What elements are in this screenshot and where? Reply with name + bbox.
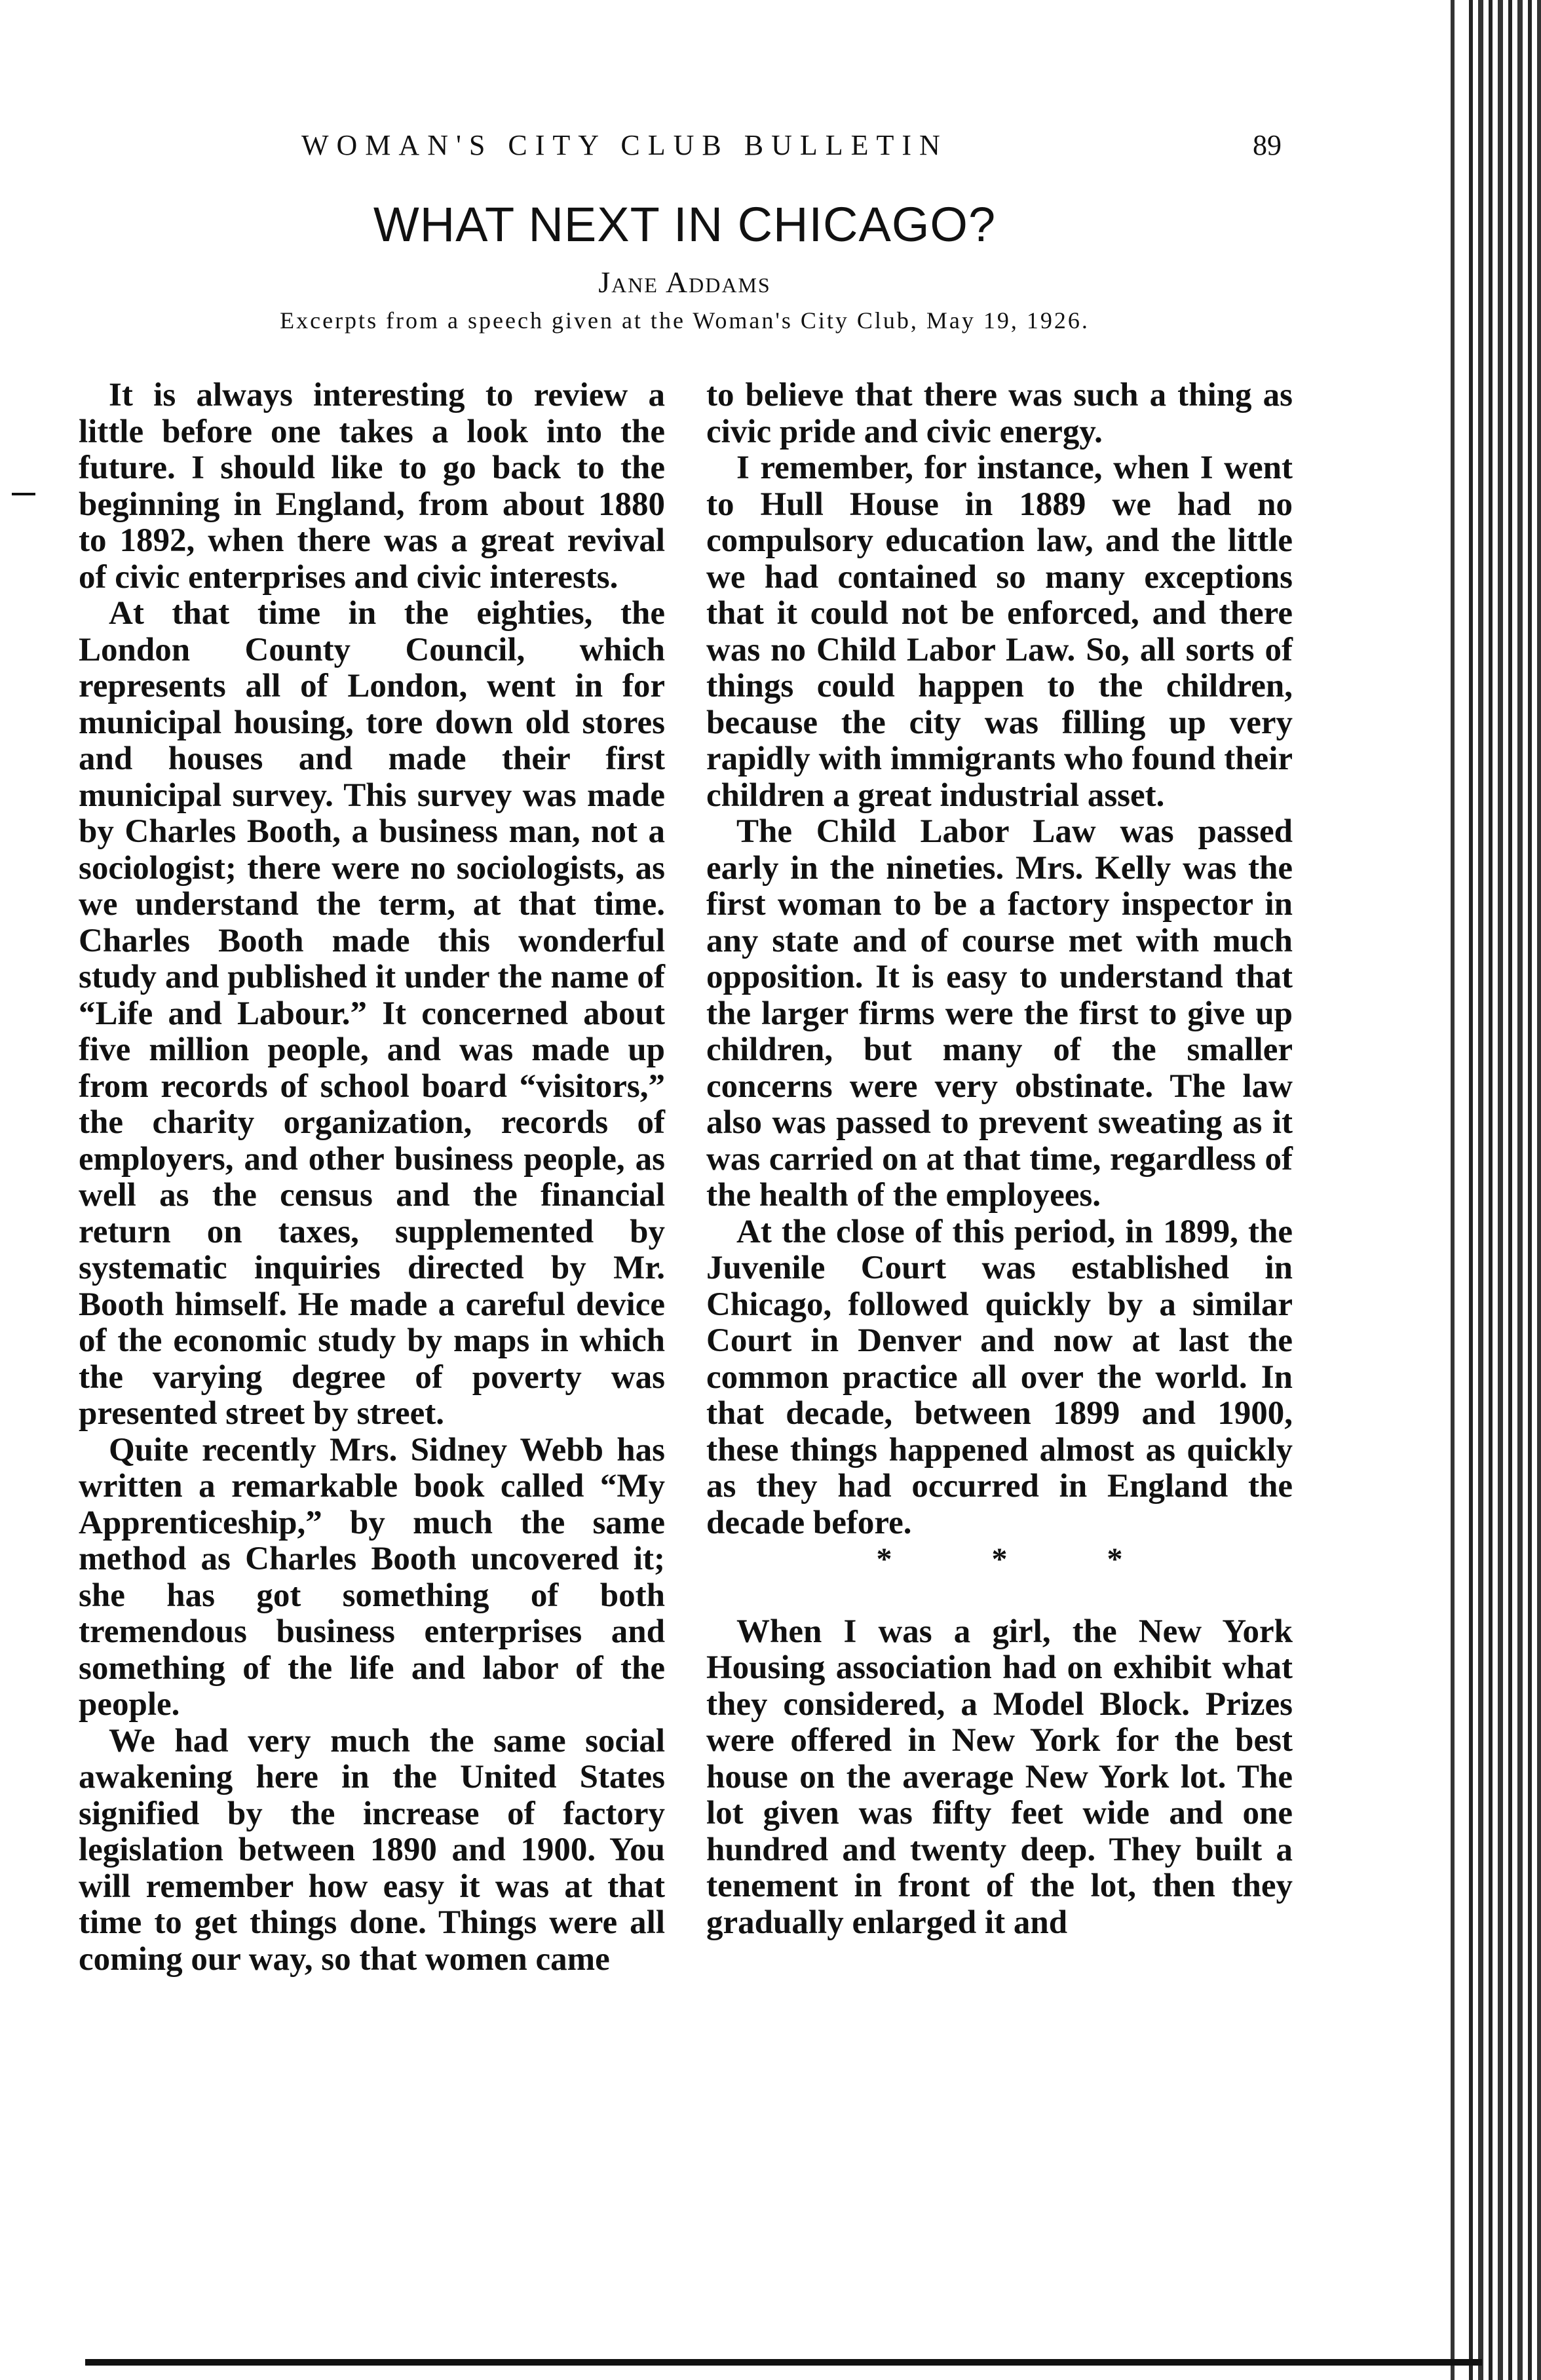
- article-title: WHAT NEXT IN CHICAGO?: [373, 197, 997, 252]
- running-head: WOMAN'S CITY CLUB BULLETIN: [301, 129, 948, 161]
- section-divider: * * *: [876, 1542, 1169, 1577]
- left-column: [79, 377, 665, 1978]
- right-column: [706, 377, 1293, 1941]
- paragraph: It is always interesting to review a little before one takes a look into the future. I should like to go back to the beginning in England, from about 1880 to 1892, when there was a great revival of civic enterprises and civic interests.: [79, 377, 665, 596]
- paragraph: I remember, for instance, when I went to Hull House in 1889 we had no compulsory education law, and the little we had contained so many exceptions that it could not be enforced, and there was no Child Labor Law. So, all sorts of things could happen to the children, because the city was filling up very rapidly with immigrants who found their children a great industrial asset.: [706, 450, 1293, 814]
- paragraph: We had very much the same social awakening here in the United States signified by the increase of factory legislation between 1890 and 1900. You will remember how easy it was at that time to get things done. Things were all coming our way, so that women came: [79, 1722, 665, 1978]
- paragraph: When I was a girl, the New York Housing association had on exhibit what they considered, a Model Block. Prizes were offered in New York for the best house on the average New York lot. The lot given was fifty feet wide and one hundred and twenty deep. They built a tenement in front of the lot, then they gradually enlarged it and: [706, 1613, 1293, 1941]
- paragraph: Quite recently Mrs. Sidney Webb has written a remarkable book called “My Apprenticeship,” by much the same method as Charles Booth uncovered it; she has got something of both tremendous business enterprises and something of the life and labor of the people.: [79, 1431, 665, 1723]
- margin-mark: [12, 493, 35, 495]
- paragraph: to believe that there was such a thing as civic pride and civic energy.: [706, 377, 1293, 450]
- paragraph: At the close of this period, in 1899, the Juvenile Court was established in Chicago, followed quickly by a similar Court in Denver and now at last the common practice all over the world. In that decade, between 1899 and 1900, these things happened almost as quickly as they had occurred in England the decade before.: [706, 1213, 1293, 1541]
- paragraph: At that time in the eighties, the London County Council, which represents all of London, went in for municipal housing, tore down old stores and houses and made their first municipal survey. This survey was made by Charles Booth, a business man, not a sociologist; there were no sociologists, as we understand the term, at that time. Charles Booth made this wonderful study and published it under the name of “Life and Labour.” It concerned about five million people, and was made up from records of school board “visitors,” the charity organization, records of employers, and other business people, as well as the census and the financial return on taxes, supplemented by systematic inquiries directed by Mr. Booth himself. He made a careful device of the economic study by maps in which the varying degree of poverty was presented street by street.: [79, 595, 665, 1432]
- article-subtitle: Excerpts from a speech given at the Woman's City Club, May 19, 1926.: [280, 307, 1090, 334]
- page-edge-binding: [1469, 0, 1541, 2380]
- page-number: 89: [1253, 129, 1282, 161]
- paragraph: The Child Labor Law was passed early in the nineties. Mrs. Kelly was the first woman to be a factory inspector in any state and of course met with much opposition. It is easy to understand that the larger firms were the first to give up children, but many of the smaller concerns were very obstinate. The law also was passed to prevent sweating as it was carried on at that time, regardless of the health of the employees.: [706, 813, 1293, 1214]
- page-edge-bottom-rule: [85, 2359, 1482, 2366]
- article-author: Jane Addams: [598, 265, 771, 299]
